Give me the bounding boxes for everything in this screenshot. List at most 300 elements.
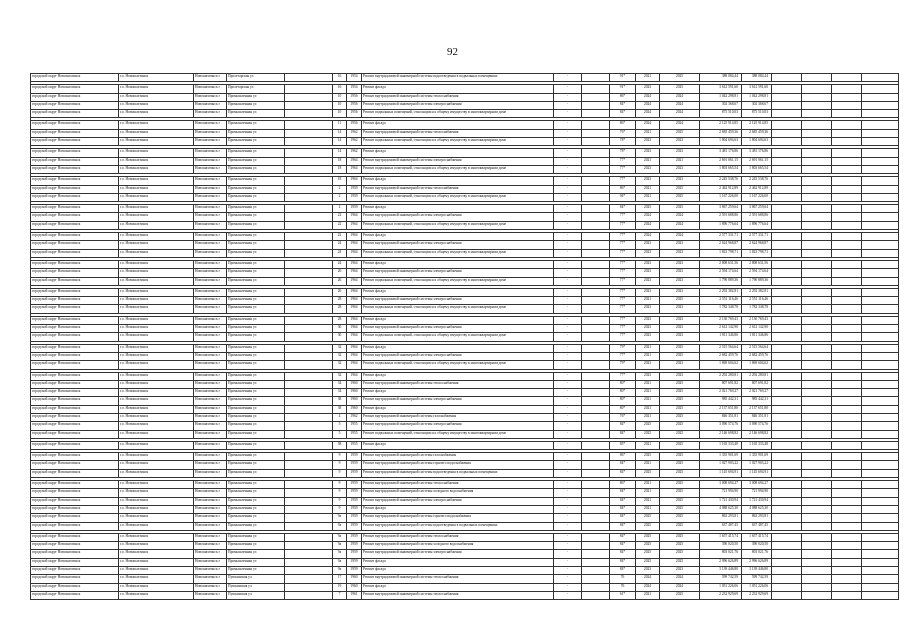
start-year-cell: 2021 (636, 185, 660, 193)
end-year-cell: 2025 (660, 74, 700, 82)
build-year-cell: 1959 (347, 205, 362, 213)
street-cell: Промышленная ул (227, 213, 285, 221)
end-year-cell: 2025 (660, 193, 700, 201)
city-cell: г.о. Новошахтинск (119, 405, 194, 413)
work-type-cell: Ремонт подвальных помещений, относящихся к общему имуществу в многоквартирном доме (362, 305, 554, 313)
wear-percent-cell: 84* (610, 542, 636, 550)
start-year-cell: 2021 (636, 389, 660, 397)
blank-cell (772, 583, 802, 591)
blank-cell (772, 297, 802, 305)
cost-total-cell: 1 782 348,78 (700, 305, 742, 313)
unit-cell (582, 344, 610, 352)
blank-cell (772, 193, 802, 201)
dash-cell: - (554, 497, 582, 505)
blank-cell (862, 213, 899, 221)
cost-total-cell: 1 804 694,63 (700, 138, 742, 146)
blank-cell (832, 567, 862, 575)
end-year-cell: 2024 (660, 233, 700, 241)
start-year-cell: 2021 (636, 352, 660, 360)
start-year-cell: 2023 (636, 372, 660, 380)
cost-fund-cell: 2 232 929,69 (742, 591, 772, 599)
house-number-cell: 9 (333, 481, 347, 489)
house-number-cell: 30 (333, 333, 347, 341)
table-row (31, 213, 899, 221)
settlement-cell: Новошахтинск г (194, 269, 227, 277)
city-cell: г.о. Новошахтинск (119, 149, 194, 157)
blank-cell (802, 138, 832, 146)
wear-percent-cell: 86* (610, 453, 636, 461)
blank-cell (862, 514, 899, 522)
wear-percent-cell: 79* (610, 361, 636, 369)
unit-cell (582, 205, 610, 213)
settlement-cell: Новошахтинск г (194, 101, 227, 109)
blank-cell (862, 193, 899, 201)
blank-cell (772, 344, 802, 352)
blank-cell (832, 221, 862, 229)
build-year-cell: 1964 (347, 372, 362, 380)
wear-percent-cell: 77* (610, 221, 636, 229)
dash-cell: - (554, 505, 582, 513)
unit-cell (582, 269, 610, 277)
blank-cell (772, 129, 802, 137)
blank-cell (802, 129, 832, 137)
blank-cell (862, 85, 899, 93)
dash-cell: - (554, 249, 582, 257)
city-cell: г.о. Новошахтинск (119, 481, 194, 489)
end-year-cell: 2025 (660, 591, 700, 599)
cost-fund-cell: 2 146 698,82 (742, 430, 772, 438)
blank-cell (802, 177, 832, 185)
cost-total-cell: 4 088 625,30 (700, 505, 742, 513)
table-row (31, 101, 899, 109)
blank-cell (802, 567, 832, 575)
blank-cell (772, 522, 802, 530)
work-type-cell: Ремонт внутридомовой инженерной системы теплоснабжения (362, 533, 554, 541)
dash-cell: - (554, 213, 582, 221)
start-year-cell: 2021 (636, 74, 660, 82)
unit-cell (582, 177, 610, 185)
blank-cell (862, 288, 899, 296)
blank-cell (802, 542, 832, 550)
cost-total-cell: 1 721 430,94 (700, 497, 742, 505)
work-type-cell: Ремонт внутридомовой инженерной системы теплоснабжения (362, 481, 554, 489)
blank-cell (772, 138, 802, 146)
blank-cell (772, 177, 802, 185)
cost-fund-cell: 3 867 259,64 (742, 205, 772, 213)
cost-fund-cell: 1 042 298,81 (742, 93, 772, 101)
cost-fund-cell: 863 293,81 (742, 514, 772, 522)
street-cell: Пролетарская ул (227, 85, 285, 93)
blank-cell (832, 430, 862, 438)
blank-cell (832, 505, 862, 513)
blank-cell (832, 575, 862, 583)
unit-cell (582, 74, 610, 82)
cost-total-cell: 2 515 564,64 (700, 344, 742, 352)
blank-cell (862, 333, 899, 341)
blank-cell (802, 497, 832, 505)
unit-cell (582, 389, 610, 397)
unit-cell (582, 221, 610, 229)
blank-cell (862, 550, 899, 558)
end-year-cell: 2025 (660, 397, 700, 405)
cost-fund-cell: 1 811 346,86 (742, 333, 772, 341)
blank-cell (772, 249, 802, 257)
wear-percent-cell: 86* (610, 185, 636, 193)
cost-total-cell: 2 292 280,81 (700, 372, 742, 380)
settlement-cell: Новошахтинск г (194, 260, 227, 268)
cost-total-cell: 2 146 698,82 (700, 430, 742, 438)
wear-percent-cell: 77* (610, 372, 636, 380)
dash-cell: - (554, 558, 582, 566)
blank-cell (832, 583, 862, 591)
unit-cell (582, 497, 610, 505)
house-number-cell: 14 (333, 149, 347, 157)
start-year-cell: 2025 (636, 533, 660, 541)
unit-cell (582, 430, 610, 438)
cost-fund-cell: 637 487,45 (742, 522, 772, 530)
build-year-cell: 1964 (347, 249, 362, 257)
start-year-cell: 2025 (636, 469, 660, 477)
blank-cell (832, 333, 862, 341)
house-number-cell: 30 (333, 325, 347, 333)
blank-cell (802, 221, 832, 229)
blank-cell (285, 505, 333, 513)
blank-cell (832, 352, 862, 360)
blank-cell (802, 305, 832, 313)
wear-percent-cell: 84* (610, 461, 636, 469)
blank-cell (862, 413, 899, 421)
cost-fund-cell: 2 551 116,46 (742, 297, 772, 305)
build-year-cell: 1960 (347, 397, 362, 405)
blank-cell (802, 288, 832, 296)
table-row (31, 380, 899, 388)
work-type-cell: Ремонт внутридомовой инженерной системы электроснабжения (362, 297, 554, 305)
city-cell: г.о. Новошахтинск (119, 389, 194, 397)
unit-cell (582, 233, 610, 241)
build-year-cell: 1959 (347, 514, 362, 522)
district-cell: городской округ Новошахтинск (31, 522, 119, 530)
house-number-cell: 9а (333, 522, 347, 530)
house-number-cell: 26 (333, 269, 347, 277)
blank-cell (862, 380, 899, 388)
cost-total-cell: 985 442,31 (700, 397, 742, 405)
end-year-cell: 2025 (660, 185, 700, 193)
cost-total-cell: 863 293,81 (700, 514, 742, 522)
district-cell: городской округ Новошахтинск (31, 542, 119, 550)
wear-percent-cell: 77* (610, 325, 636, 333)
blank-cell (285, 489, 333, 497)
unit-cell (582, 277, 610, 285)
cost-fund-cell: 2 292 382,81 (742, 288, 772, 296)
cost-fund-cell: 2 462 912,89 (742, 185, 772, 193)
cost-fund-cell: 2 685 459,36 (742, 129, 772, 137)
blank-cell (832, 413, 862, 421)
cost-total-cell: 1 335 901,69 (700, 453, 742, 461)
dash-cell: - (554, 361, 582, 369)
build-year-cell: 1956 (347, 110, 362, 118)
dash-cell: - (554, 297, 582, 305)
dash-cell: - (554, 149, 582, 157)
end-year-cell: 2025 (660, 461, 700, 469)
blank-cell (862, 157, 899, 165)
cost-fund-cell: 4 088 625,30 (742, 505, 772, 513)
start-year-cell: 2025 (636, 453, 660, 461)
blank-cell (832, 558, 862, 566)
build-year-cell: 1955 (347, 441, 362, 449)
dash-cell: - (554, 121, 582, 129)
street-cell: Промышленная ул (227, 389, 285, 397)
house-number-cell: 16 (333, 85, 347, 93)
cost-fund-cell: 2 808 631,56 (742, 260, 772, 268)
table-row (31, 430, 899, 438)
cost-fund-cell: 2 996 626,89 (742, 558, 772, 566)
wear-percent-cell: 79* (610, 344, 636, 352)
dash-cell: - (554, 85, 582, 93)
house-number-cell: 9 (333, 489, 347, 497)
dash-cell: - (554, 288, 582, 296)
end-year-cell: 2021 (660, 157, 700, 165)
wear-percent-cell: 84* (610, 505, 636, 513)
work-type-cell: Ремонт внутридомовой инженерной системы теплоснабжения (362, 185, 554, 193)
district-cell: городской округ Новошахтинск (31, 380, 119, 388)
blank-cell (285, 129, 333, 137)
table-row (31, 85, 899, 93)
cost-fund-cell: 302 368,67 (742, 101, 772, 109)
end-year-cell: 2023 (660, 260, 700, 268)
dash-cell: - (554, 185, 582, 193)
house-number-cell: 24 (333, 241, 347, 249)
cost-fund-cell: 2 137 651,80 (742, 405, 772, 413)
district-cell: городской округ Новошахтинск (31, 305, 119, 313)
table-row (31, 129, 899, 137)
settlement-cell: Новошахтинск г (194, 193, 227, 201)
settlement-cell: Новошахтинск г (194, 361, 227, 369)
street-cell: Промышленная ул (227, 297, 285, 305)
dash-cell: - (554, 389, 582, 397)
city-cell: г.о. Новошахтинск (119, 558, 194, 566)
end-year-cell: 2025 (660, 441, 700, 449)
table-row (31, 177, 899, 185)
blank-cell (285, 249, 333, 257)
cost-fund-cell: 1 790 889,36 (742, 277, 772, 285)
blank-cell (772, 481, 802, 489)
cost-total-cell: 1 890 776,64 (700, 221, 742, 229)
blank-cell (285, 591, 333, 599)
cost-fund-cell: 3 008 694,27 (742, 481, 772, 489)
blank-cell (832, 397, 862, 405)
start-year-cell: 2023 (636, 288, 660, 296)
district-cell: городской округ Новошахтинск (31, 583, 119, 591)
street-cell: Промышленная ул (227, 481, 285, 489)
table-row (31, 193, 899, 201)
blank-cell (772, 489, 802, 497)
district-cell: городской округ Новошахтинск (31, 361, 119, 369)
blank-cell (285, 269, 333, 277)
blank-cell (802, 372, 832, 380)
blank-cell (862, 372, 899, 380)
blank-cell (862, 481, 899, 489)
dash-cell: - (554, 441, 582, 449)
cost-fund-cell: 2 591 688,86 (742, 213, 772, 221)
end-year-cell: 2024 (660, 93, 700, 101)
cost-fund-cell: 2 130 769,43 (742, 316, 772, 324)
end-year-cell: 2025 (660, 497, 700, 505)
work-type-cell: Ремонт внутридомовой инженерной системы холодного водоснабжения (362, 489, 554, 497)
work-type-cell: Ремонт внутридомовой инженерной системы газоснабжения (362, 453, 554, 461)
city-cell: г.о. Новошахтинск (119, 129, 194, 137)
blank-cell (802, 101, 832, 109)
blank-cell (772, 165, 802, 173)
dash-cell: - (554, 110, 582, 118)
table-row (31, 316, 899, 324)
blank-cell (862, 461, 899, 469)
blank-cell (862, 489, 899, 497)
blank-cell (772, 514, 802, 522)
blank-cell (802, 149, 832, 157)
end-year-cell: 2023 (660, 305, 700, 313)
start-year-cell: 2021 (636, 413, 660, 421)
blank-cell (862, 277, 899, 285)
settlement-cell: Новошахтинск г (194, 397, 227, 405)
start-year-cell: 2023 (636, 165, 660, 173)
blank-cell (285, 185, 333, 193)
settlement-cell: Новошахтинск г (194, 277, 227, 285)
unit-cell (582, 453, 610, 461)
blank-cell (802, 505, 832, 513)
end-year-cell: 2023 (660, 241, 700, 249)
house-number-cell: 18 (333, 165, 347, 173)
table-row (31, 505, 899, 513)
work-type-cell: Ремонт внутридомовой инженерной системы газоснабжения (362, 413, 554, 421)
street-cell: Промышленная ул (227, 325, 285, 333)
work-type-cell: Ремонт внутридомовой инженерной системы электроснабжения (362, 352, 554, 360)
wear-percent-cell: 61* (610, 591, 636, 599)
end-year-cell: 2025 (660, 469, 700, 477)
work-type-cell: Ремонт фасада (362, 558, 554, 566)
house-number-cell: 18 (333, 157, 347, 165)
city-cell: г.о. Новошахтинск (119, 277, 194, 285)
unit-cell (582, 413, 610, 421)
blank-cell (285, 522, 333, 530)
work-type-cell: Ремонт фасада (362, 405, 554, 413)
blank-cell (772, 430, 802, 438)
district-cell: городской округ Новошахтинск (31, 165, 119, 173)
blank-cell (802, 422, 832, 430)
city-cell: г.о. Новошахтинск (119, 533, 194, 541)
dash-cell: - (554, 542, 582, 550)
blank-cell (285, 558, 333, 566)
district-cell: городской округ Новошахтинск (31, 333, 119, 341)
settlement-cell: Новошахтинск г (194, 558, 227, 566)
build-year-cell: 1959 (347, 185, 362, 193)
wear-percent-cell: 84* (610, 110, 636, 118)
blank-cell (772, 389, 802, 397)
work-type-cell: Ремонт внутридомовой инженерной системы водоотведения в подвальных помещениях (362, 522, 554, 530)
blank-cell (862, 205, 899, 213)
table-row (31, 567, 899, 575)
dash-cell: - (554, 344, 582, 352)
house-number-cell: 18 (333, 177, 347, 185)
work-type-cell: Ремонт фасада (362, 288, 554, 296)
wear-percent-cell: 84* (610, 101, 636, 109)
blank-cell (862, 74, 899, 82)
work-type-cell: Ремонт внутридомовой инженерной системы электроснабжения (362, 213, 554, 221)
blank-cell (285, 405, 333, 413)
house-number-cell: 9 (333, 505, 347, 513)
wear-percent-cell: 86* (610, 121, 636, 129)
district-cell: городской округ Новошахтинск (31, 101, 119, 109)
build-year-cell: 1964 (347, 333, 362, 341)
table-row (31, 333, 899, 341)
city-cell: г.о. Новошахтинск (119, 422, 194, 430)
build-year-cell: 1960 (347, 405, 362, 413)
house-number-cell: 32 (333, 352, 347, 360)
house-number-cell: 7 (333, 591, 347, 599)
start-year-cell: 2021 (636, 380, 660, 388)
wear-percent-cell: 80* (610, 397, 636, 405)
unit-cell (582, 514, 610, 522)
city-cell: г.о. Новошахтинск (119, 441, 194, 449)
wear-percent-cell: 84* (610, 430, 636, 438)
settlement-cell: Новошахтинск г (194, 305, 227, 313)
table-row (31, 241, 899, 249)
blank-cell (832, 316, 862, 324)
work-type-cell: Ремонт внутридомовой инженерной системы электроснабжения (362, 325, 554, 333)
unit-cell (582, 316, 610, 324)
blank-cell (285, 101, 333, 109)
work-type-cell: Ремонт фасада (362, 233, 554, 241)
blank-cell (285, 389, 333, 397)
blank-cell (862, 430, 899, 438)
start-year-cell: 2025 (636, 558, 660, 566)
work-type-cell: Ремонт внутридомовой инженерной системы электроснабжения (362, 241, 554, 249)
blank-cell (832, 441, 862, 449)
blank-cell (285, 441, 333, 449)
end-year-cell: 2025 (660, 297, 700, 305)
dash-cell: - (554, 372, 582, 380)
cost-total-cell: 1 657 415,74 (700, 533, 742, 541)
end-year-cell: 2024 (660, 121, 700, 129)
blank-cell (832, 93, 862, 101)
work-type-cell: Ремонт фасада (362, 583, 554, 591)
dash-cell: - (554, 430, 582, 438)
build-year-cell: 1964 (347, 157, 362, 165)
city-cell: г.о. Новошахтинск (119, 413, 194, 421)
street-cell: Промышленная ул (227, 489, 285, 497)
start-year-cell: 2025 (636, 514, 660, 522)
dash-cell: - (554, 74, 582, 82)
blank-cell (772, 497, 802, 505)
blank-cell (772, 269, 802, 277)
table-row (31, 389, 899, 397)
street-cell: Промышленная ул (227, 372, 285, 380)
street-cell: Промышленная ул (227, 333, 285, 341)
district-cell: городской округ Новошахтинск (31, 316, 119, 324)
settlement-cell: Новошахтинск г (194, 333, 227, 341)
table-row (31, 288, 899, 296)
wear-percent-cell: 77* (610, 157, 636, 165)
blank-cell (802, 316, 832, 324)
build-year-cell: 1962 (347, 138, 362, 146)
start-year-cell: 2021 (636, 441, 660, 449)
house-number-cell: 58 (333, 441, 347, 449)
work-type-cell: Ремонт фасада (362, 372, 554, 380)
cost-total-cell: 2 130 769,43 (700, 316, 742, 324)
start-year-cell: 2023 (636, 177, 660, 185)
blank-cell (832, 110, 862, 118)
table-row (31, 277, 899, 285)
build-year-cell: 1959 (347, 533, 362, 541)
